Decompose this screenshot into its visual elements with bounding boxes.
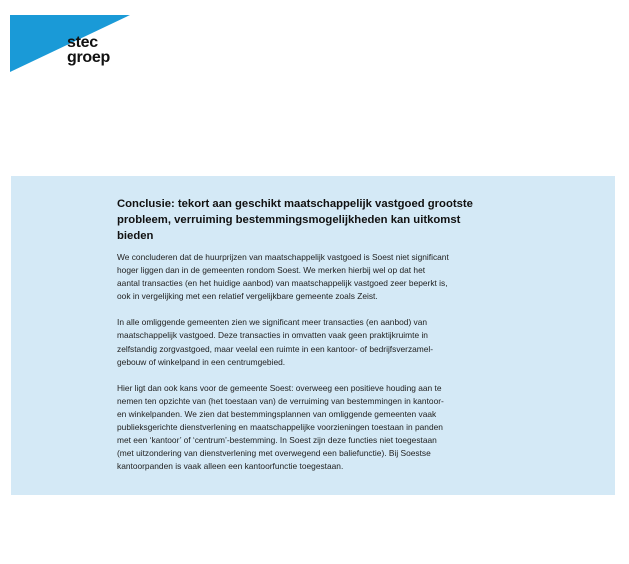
paragraph-line: Hier ligt dan ook kans voor de gemeente Soest: overweeg een positieve houding aan te bbox=[117, 382, 442, 393]
paragraph-line: gebouw of winkelpand in een centrumgebied. bbox=[117, 356, 286, 367]
logo-name-line1: stec bbox=[67, 34, 98, 51]
paragraph-line: en winkelpanden. We zien dat bestemmingsplannen van omliggende gemeenten vaak bbox=[117, 408, 437, 419]
paragraph-surrounding-municipalities bbox=[117, 316, 557, 368]
paragraph-recommendation bbox=[117, 382, 557, 474]
heading-line: probleem, verruiming bestemmingsmogelijkheden kan uitkomst bbox=[117, 214, 461, 226]
paragraph-line: aantal transacties (en het huidige aanbod) van maatschappelijk vastgoed zeer beperkt is, bbox=[117, 278, 448, 289]
conclusion-heading bbox=[117, 196, 557, 244]
conclusion-content bbox=[117, 196, 557, 486]
paragraph-line: maatschappelijk vastgoed. Deze transacties in omvatten vaak geen praktijkruimte in bbox=[117, 330, 428, 341]
paragraph-line: We concluderen dat de huurprijzen van maatschappelijk vastgoed is Soest niet significant bbox=[117, 252, 449, 262]
paragraph-line: kantoorpanden is vaak alleen een kantoorfunctie toegestaan. bbox=[117, 461, 344, 472]
paragraph-line: hoger liggen dan in de gemeenten rondom Soest. We merken hierbij wel op dat het bbox=[117, 265, 426, 276]
stec-groep-logo bbox=[10, 15, 132, 73]
paragraph-line: ook in vergelijking met een relatief vergelijkbare gemeente zoals Zeist. bbox=[117, 291, 378, 302]
paragraph-line: zelfstandig zorgvastgoed, maar veelal een ruimte in een kantoor- of bedrijfsverzamel- bbox=[117, 343, 434, 354]
paragraph-line: In alle omliggende gemeenten zien we significant meer transacties (en aanbod) van bbox=[117, 317, 428, 328]
paragraph-line: publieksgerichte dienstverlening en maatschappelijke voorzieningen toestaan in panden bbox=[117, 422, 443, 433]
logo-name-line2: groep bbox=[67, 49, 110, 66]
heading-line: Conclusie: tekort aan geschikt maatschappelijk vastgoed grootste bbox=[117, 198, 473, 210]
heading-line: bieden bbox=[117, 230, 154, 242]
paragraph-line: nemen ten opzichte van (het toestaan van) de verruiming van bestemmingen in kantoor- bbox=[117, 395, 444, 406]
paragraph-rent-comparison bbox=[117, 251, 557, 303]
paragraph-line: met een ‘kantoor’ of ‘centrum’-bestemming. In Soest zijn deze functies niet toegestaan bbox=[117, 435, 437, 446]
logo-wordmark bbox=[67, 35, 110, 65]
conclusion-panel bbox=[11, 176, 615, 495]
paragraph-line: (met uitzondering van dienstverlening met overwegend een baliefunctie). Bij Soestse bbox=[117, 448, 431, 459]
